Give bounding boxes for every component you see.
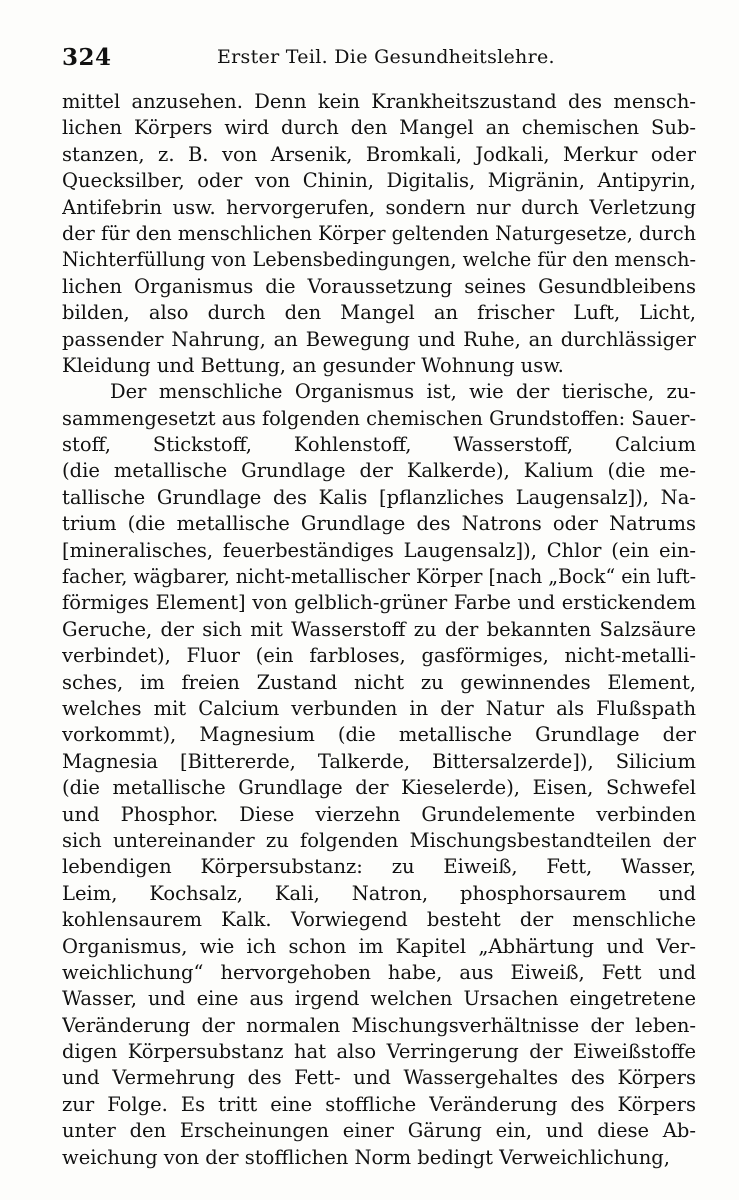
text-line: Geruche, der sich mit Wasserstoff zu der bekannten Salzsäure bbox=[62, 617, 696, 641]
text-line: Magnesia [Bittererde, Talkerde, Bittersalzerde]), Silicium bbox=[62, 749, 696, 773]
text-line: lichen Organismus die Voraussetzung seines Gesundbleibens bbox=[62, 274, 696, 298]
text-line: lichen Körpers wird durch den Mangel an chemischen Sub- bbox=[62, 116, 696, 140]
text-line: der für den menschlichen Körper geltenden Naturgesetze, durch bbox=[62, 221, 696, 245]
text-line: zur Folge. Es tritt eine stoffliche Veränderung des Körpers bbox=[62, 1092, 696, 1116]
text-line: lebendigen Körpersubstanz: zu Eiweiß, Fett, Wasser, bbox=[62, 855, 696, 879]
text-line: stoff, Stickstoff, Kohlenstoff, Wasserstoff, Calcium bbox=[62, 433, 696, 457]
text-line: facher, wägbarer, nicht-metallischer Körper [nach „Bock“ ein luft- bbox=[62, 565, 696, 589]
text-line: sammengesetzt aus folgenden chemischen Grundstoffen: Sauer- bbox=[62, 406, 696, 430]
text-line: Kleidung und Bettung, an gesunder Wohnung usw. bbox=[62, 353, 564, 377]
text-line: trium (die metallische Grundlage des Natrons oder Natrums bbox=[62, 512, 696, 536]
page-number: 324 bbox=[62, 44, 112, 71]
text-line: welches mit Calcium verbunden in der Natur als Flußspath bbox=[62, 696, 696, 720]
text-line: weichlichung“ hervorgehoben habe, aus Eiweiß, Fett und bbox=[62, 960, 696, 984]
text-line: sches, im freien Zustand nicht zu gewinnendes Element, bbox=[62, 670, 696, 694]
text-line: bilden, also durch den Mangel an frischer Luft, Licht, bbox=[62, 301, 696, 325]
text-line: Der menschliche Organismus ist, wie der tierische, zu- bbox=[110, 380, 696, 404]
text-line: kohlensaurem Kalk. Vorwiegend besteht der menschliche bbox=[62, 908, 696, 932]
text-line: Veränderung der normalen Mischungsverhältnisse der leben- bbox=[62, 1013, 696, 1037]
text-line: mittel anzusehen. Denn kein Krankheitszustand des mensch- bbox=[62, 90, 696, 113]
text-line: [mineralisches, feuerbeständiges Laugensalz]), Chlor (ein ein- bbox=[62, 538, 696, 562]
text-line: (die metallische Grundlage der Kieselerde), Eisen, Schwefel bbox=[62, 776, 696, 800]
text-line: unter den Erscheinungen einer Gärung ein, und diese Ab- bbox=[62, 1119, 696, 1143]
text-line: und Vermehrung des Fett- und Wassergehaltes des Körpers bbox=[62, 1066, 696, 1090]
text-line: verbindet), Fluor (ein farbloses, gasförmiges, nicht-metalli- bbox=[62, 644, 696, 668]
text-line: digen Körpersubstanz hat also Verringerung der Eiweißstoffe bbox=[62, 1040, 696, 1064]
text-line: stanzen, z. B. von Arsenik, Bromkali, Jodkali, Merkur oder bbox=[62, 142, 696, 166]
text-line: tallische Grundlage des Kalis [pflanzliches Laugensalz]), Na- bbox=[62, 485, 696, 509]
text-line: sich untereinander zu folgenden Mischungsbestandteilen der bbox=[62, 828, 696, 852]
text-line: Leim, Kochsalz, Kali, Natron, phosphorsaurem und bbox=[62, 881, 696, 905]
running-head: Erster Teil. Die Gesundheitslehre. bbox=[217, 46, 555, 68]
text-line: und Phosphor. Diese vierzehn Grundelemente verbinden bbox=[62, 802, 696, 826]
text-line: Quecksilber, oder von Chinin, Digitalis, Migränin, Antipyrin, bbox=[62, 169, 696, 193]
text-line: Wasser, und eine aus irgend welchen Ursachen eingetretene bbox=[62, 987, 696, 1011]
text-line: förmiges Element] von gelblich-grüner Farbe und erstickendem bbox=[62, 591, 696, 615]
text-line: Nichterfüllung von Lebensbedingungen, welche für den mensch- bbox=[62, 248, 696, 272]
text-line: Antifebrin usw. hervorgerufen, sondern nur durch Verletzung bbox=[62, 195, 696, 219]
text-line: passender Nahrung, an Bewegung und Ruhe, an durchlässiger bbox=[62, 327, 696, 351]
body-text bbox=[62, 89, 696, 1171]
text-line: vorkommt), Magnesium (die metallische Grundlage der bbox=[62, 723, 696, 747]
text-line: weichung von der stofflichen Norm bedingt Verweichlichung, bbox=[62, 1145, 670, 1169]
page-header bbox=[62, 40, 696, 80]
text-line: (die metallische Grundlage der Kalkerde), Kalium (die me- bbox=[62, 459, 696, 483]
text-line: Organismus, wie ich schon im Kapitel „Abhärtung und Ver- bbox=[62, 934, 696, 958]
